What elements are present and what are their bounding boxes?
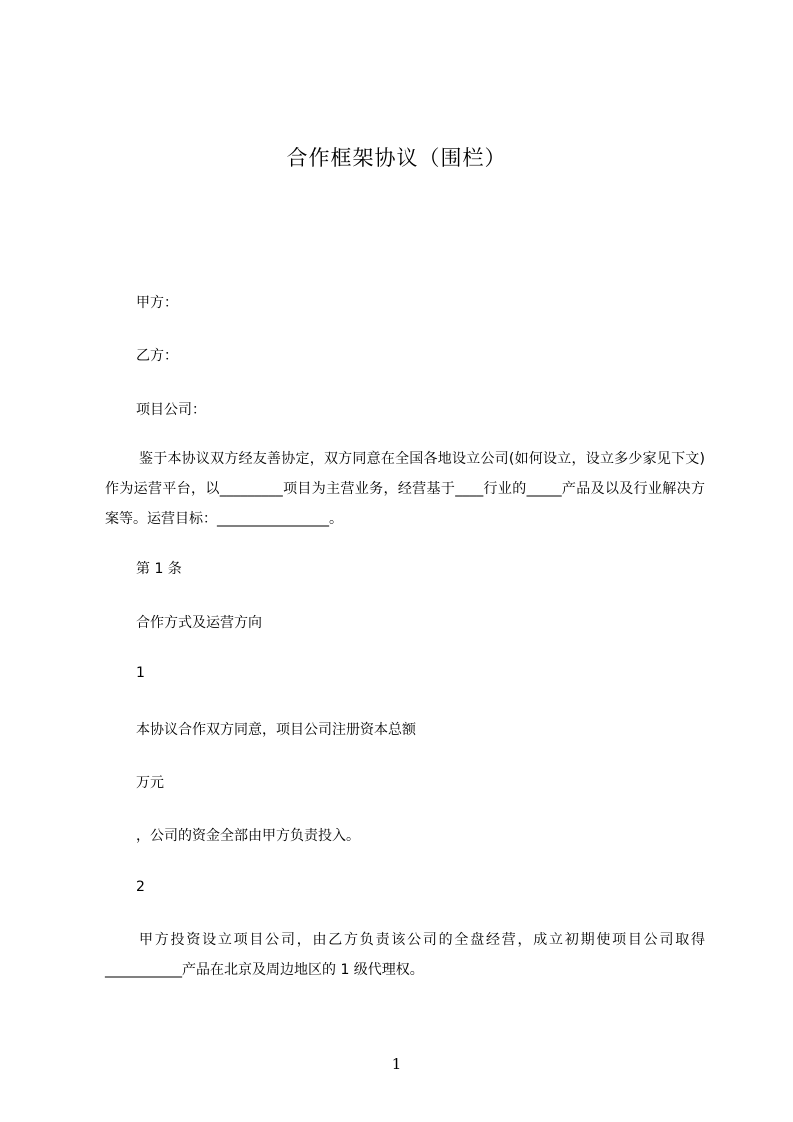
item-1-text-part-c: ，公司的资金全部由甲方负责投入。	[136, 828, 360, 844]
item-2-number: 2	[136, 879, 145, 895]
project-company-label: 项目公司：	[136, 402, 206, 418]
item-1-text-part-b: 万元	[136, 775, 164, 791]
article-1-heading: 合作方式及运营方向	[136, 615, 262, 631]
page-number: 1	[391, 1055, 402, 1073]
item-1-text-part-a: 本协议合作双方同意，项目公司注册资本总额	[136, 722, 416, 738]
item-2-paragraph: 甲方投资设立项目公司，由乙方负责该公司的全盘经营，成立初期使项目公司取得___________产品在北京及周边地区的 1 级代理权。	[105, 932, 705, 978]
intro-paragraph: 鉴于本协议双方经友善协定，双方同意在全国各地设立公司(如何设立，设立多少家见下文)作为运营平台，以_________项目为主营业务，经营基于____行业的_____产品及以及行业解决方案等。运营目标：________________。	[105, 451, 705, 527]
item-1-number: 1	[136, 665, 145, 681]
article-1-number: 第 1 条	[136, 561, 182, 577]
party-a-label: 甲方：	[136, 295, 178, 311]
document-title: 合作框架协议（围栏）	[286, 146, 507, 170]
party-b-label: 乙方：	[136, 348, 178, 364]
